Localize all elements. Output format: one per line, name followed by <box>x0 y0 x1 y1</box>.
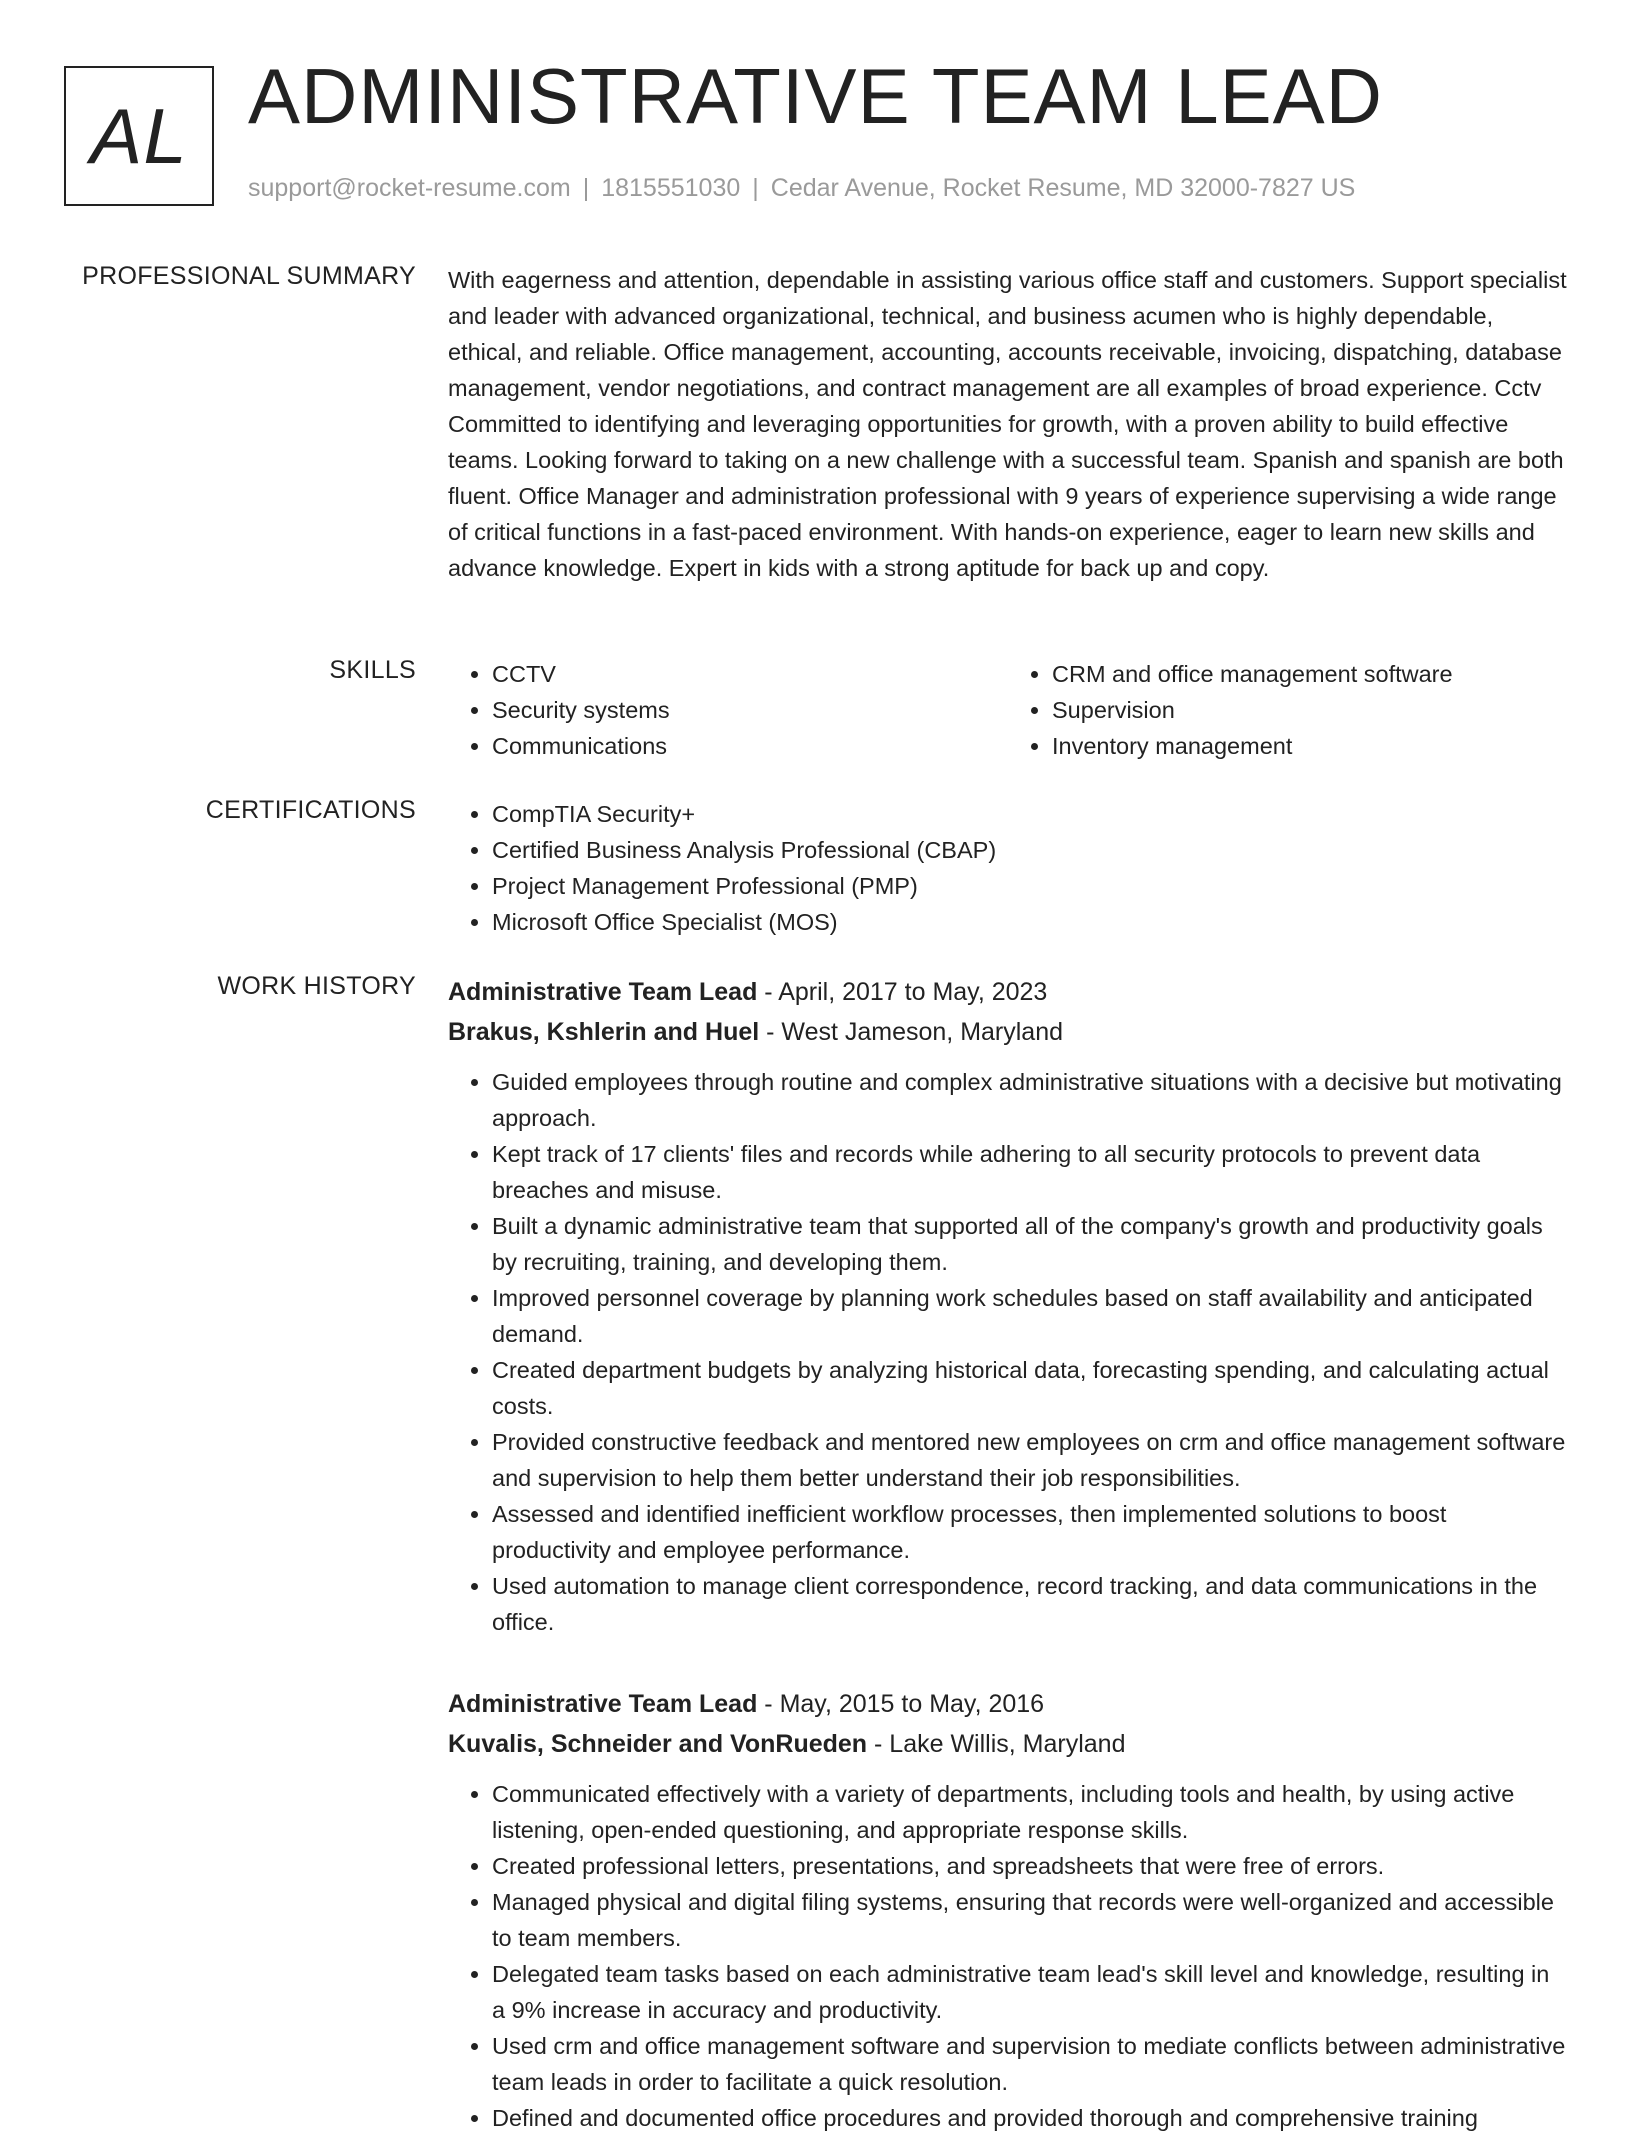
job-entry <box>448 1684 1568 2136</box>
job-location: - Lake Willis, Maryland <box>867 1730 1126 1758</box>
monogram-badge <box>64 66 214 206</box>
certification-item: • CompTIA Security+ <box>492 796 1568 832</box>
job-duty: • Used crm and office management software and supervision to mediate conflicts between administrative team leads in order to facilitate a quick resolution. <box>492 2028 1568 2100</box>
summary-text: With eagerness and attention, dependable in assisting various office staff and customers. Support specialist and leader with advanced organizational, technical, and business acumen who is highly dependable, ethical, and reliable. Office management, accounting, accounts receivable, invoicing, dispatching, database management, vendor negotiations, and contract management are all examples of broad experience. Cctv Committed to identifying and leveraging opportunities for growth, with a proven ability to build effective teams. Looking forward to taking on a new challenge with a successful team. Spanish and spanish are both fluent. Office Manager and administration professional with 9 years of experience supervising a wide range of critical functions in a fast-paced environment. With hands-on experience, eager to learn new skills and advance knowledge. Expert in kids with a strong aptitude for back up and copy. <box>448 267 1567 581</box>
job-duty: • Communicated effectively with a variety of departments, including tools and health, by using active listening, open-ended questioning, and appropriate response skills. <box>492 1776 1568 1848</box>
certification-item: • Project Management Professional (PMP) <box>492 868 1568 904</box>
contact-separator: | <box>752 174 759 202</box>
summary-body <box>448 262 1568 586</box>
skill-item: • Inventory management <box>1052 728 1568 764</box>
job-duty: • Improved personnel coverage by planning work schedules based on staff availability and anticipated demand. <box>492 1280 1568 1352</box>
certifications-list <box>448 796 1568 940</box>
summary-heading: PROFESSIONAL SUMMARY <box>82 262 416 290</box>
work-history-heading: WORK HISTORY <box>217 972 416 1000</box>
job-location: - West Jameson, Maryland <box>759 1018 1064 1046</box>
contact-line <box>248 174 1355 203</box>
job-company-line <box>448 1012 1568 1052</box>
job-duty: • Created professional letters, presentations, and spreadsheets that were free of errors. <box>492 1848 1568 1884</box>
job-duty: • Created department budgets by analyzing historical data, forecasting spending, and calculating actual costs. <box>492 1352 1568 1424</box>
skills-columns <box>448 656 1568 764</box>
contact-phone[interactable]: 1815551030 <box>601 174 741 202</box>
job-duties-list <box>448 1776 1568 2136</box>
resume-title: ADMINISTRATIVE TEAM LEAD <box>248 52 1383 140</box>
skills-list-right <box>1008 656 1568 764</box>
job-dates: - April, 2017 to May, 2023 <box>757 978 1048 1006</box>
skill-item: • Security systems <box>492 692 1008 728</box>
job-title: Administrative Team Lead <box>448 978 758 1006</box>
skill-item: • Supervision <box>1052 692 1568 728</box>
job-duty: • Managed physical and digital filing systems, ensuring that records were well-organized and accessible to team members. <box>492 1884 1568 1956</box>
skills-heading: SKILLS <box>329 656 416 684</box>
job-title-line <box>448 1684 1568 1724</box>
job-duty: • Kept track of 17 clients' files and records while adhering to all security protocols to prevent data breaches and misuse. <box>492 1136 1568 1208</box>
contact-email[interactable]: support@rocket-resume.com <box>248 174 571 202</box>
job-duty: • Delegated team tasks based on each administrative team lead's skill level and knowledge, resulting in a 9% increase in accuracy and productivity. <box>492 1956 1568 2028</box>
job-dates: - May, 2015 to May, 2016 <box>757 1690 1045 1718</box>
contact-address: Cedar Avenue, Rocket Resume, MD 32000-7827 US <box>770 174 1356 202</box>
job-title-line <box>448 972 1568 1012</box>
work-history-body <box>448 972 1568 2136</box>
skill-item: • Communications <box>492 728 1008 764</box>
contact-separator: | <box>582 174 590 202</box>
job-company-line <box>448 1724 1568 1764</box>
job-duty: • Built a dynamic administrative team that supported all of the company's growth and productivity goals by recruiting, training, and developing them. <box>492 1208 1568 1280</box>
job-duty: • Used automation to manage client correspondence, record tracking, and data communications in the office. <box>492 1568 1568 1640</box>
job-title: Administrative Team Lead <box>448 1690 758 1718</box>
certification-item: • Microsoft Office Specialist (MOS) <box>492 904 1568 940</box>
job-duty: • Assessed and identified inefficient workflow processes, then implemented solutions to boost productivity and employee performance. <box>492 1496 1568 1568</box>
job-duties-list <box>448 1064 1568 1640</box>
skills-list-left <box>448 656 1008 764</box>
job-company: Brakus, Kshlerin and Huel <box>448 1018 760 1046</box>
certifications-body <box>448 796 1568 940</box>
certification-item: • Certified Business Analysis Professional (CBAP) <box>492 832 1568 868</box>
skills-body <box>448 656 1568 764</box>
job-duty: • Defined and documented office procedures and provided thorough and comprehensive training <box>492 2100 1568 2136</box>
job-entry <box>448 972 1568 1640</box>
certifications-heading: CERTIFICATIONS <box>205 796 416 824</box>
monogram-initials: AL <box>90 91 188 180</box>
job-duty: • Guided employees through routine and complex administrative situations with a decisive but motivating approach. <box>492 1064 1568 1136</box>
job-company: Kuvalis, Schneider and VonRueden <box>448 1730 868 1758</box>
skill-item: • CCTV <box>492 656 1008 692</box>
skill-item: • CRM and office management software <box>1052 656 1568 692</box>
job-duty: • Provided constructive feedback and mentored new employees on crm and office management software and supervision to help them better understand their job responsibilities. <box>492 1424 1568 1496</box>
